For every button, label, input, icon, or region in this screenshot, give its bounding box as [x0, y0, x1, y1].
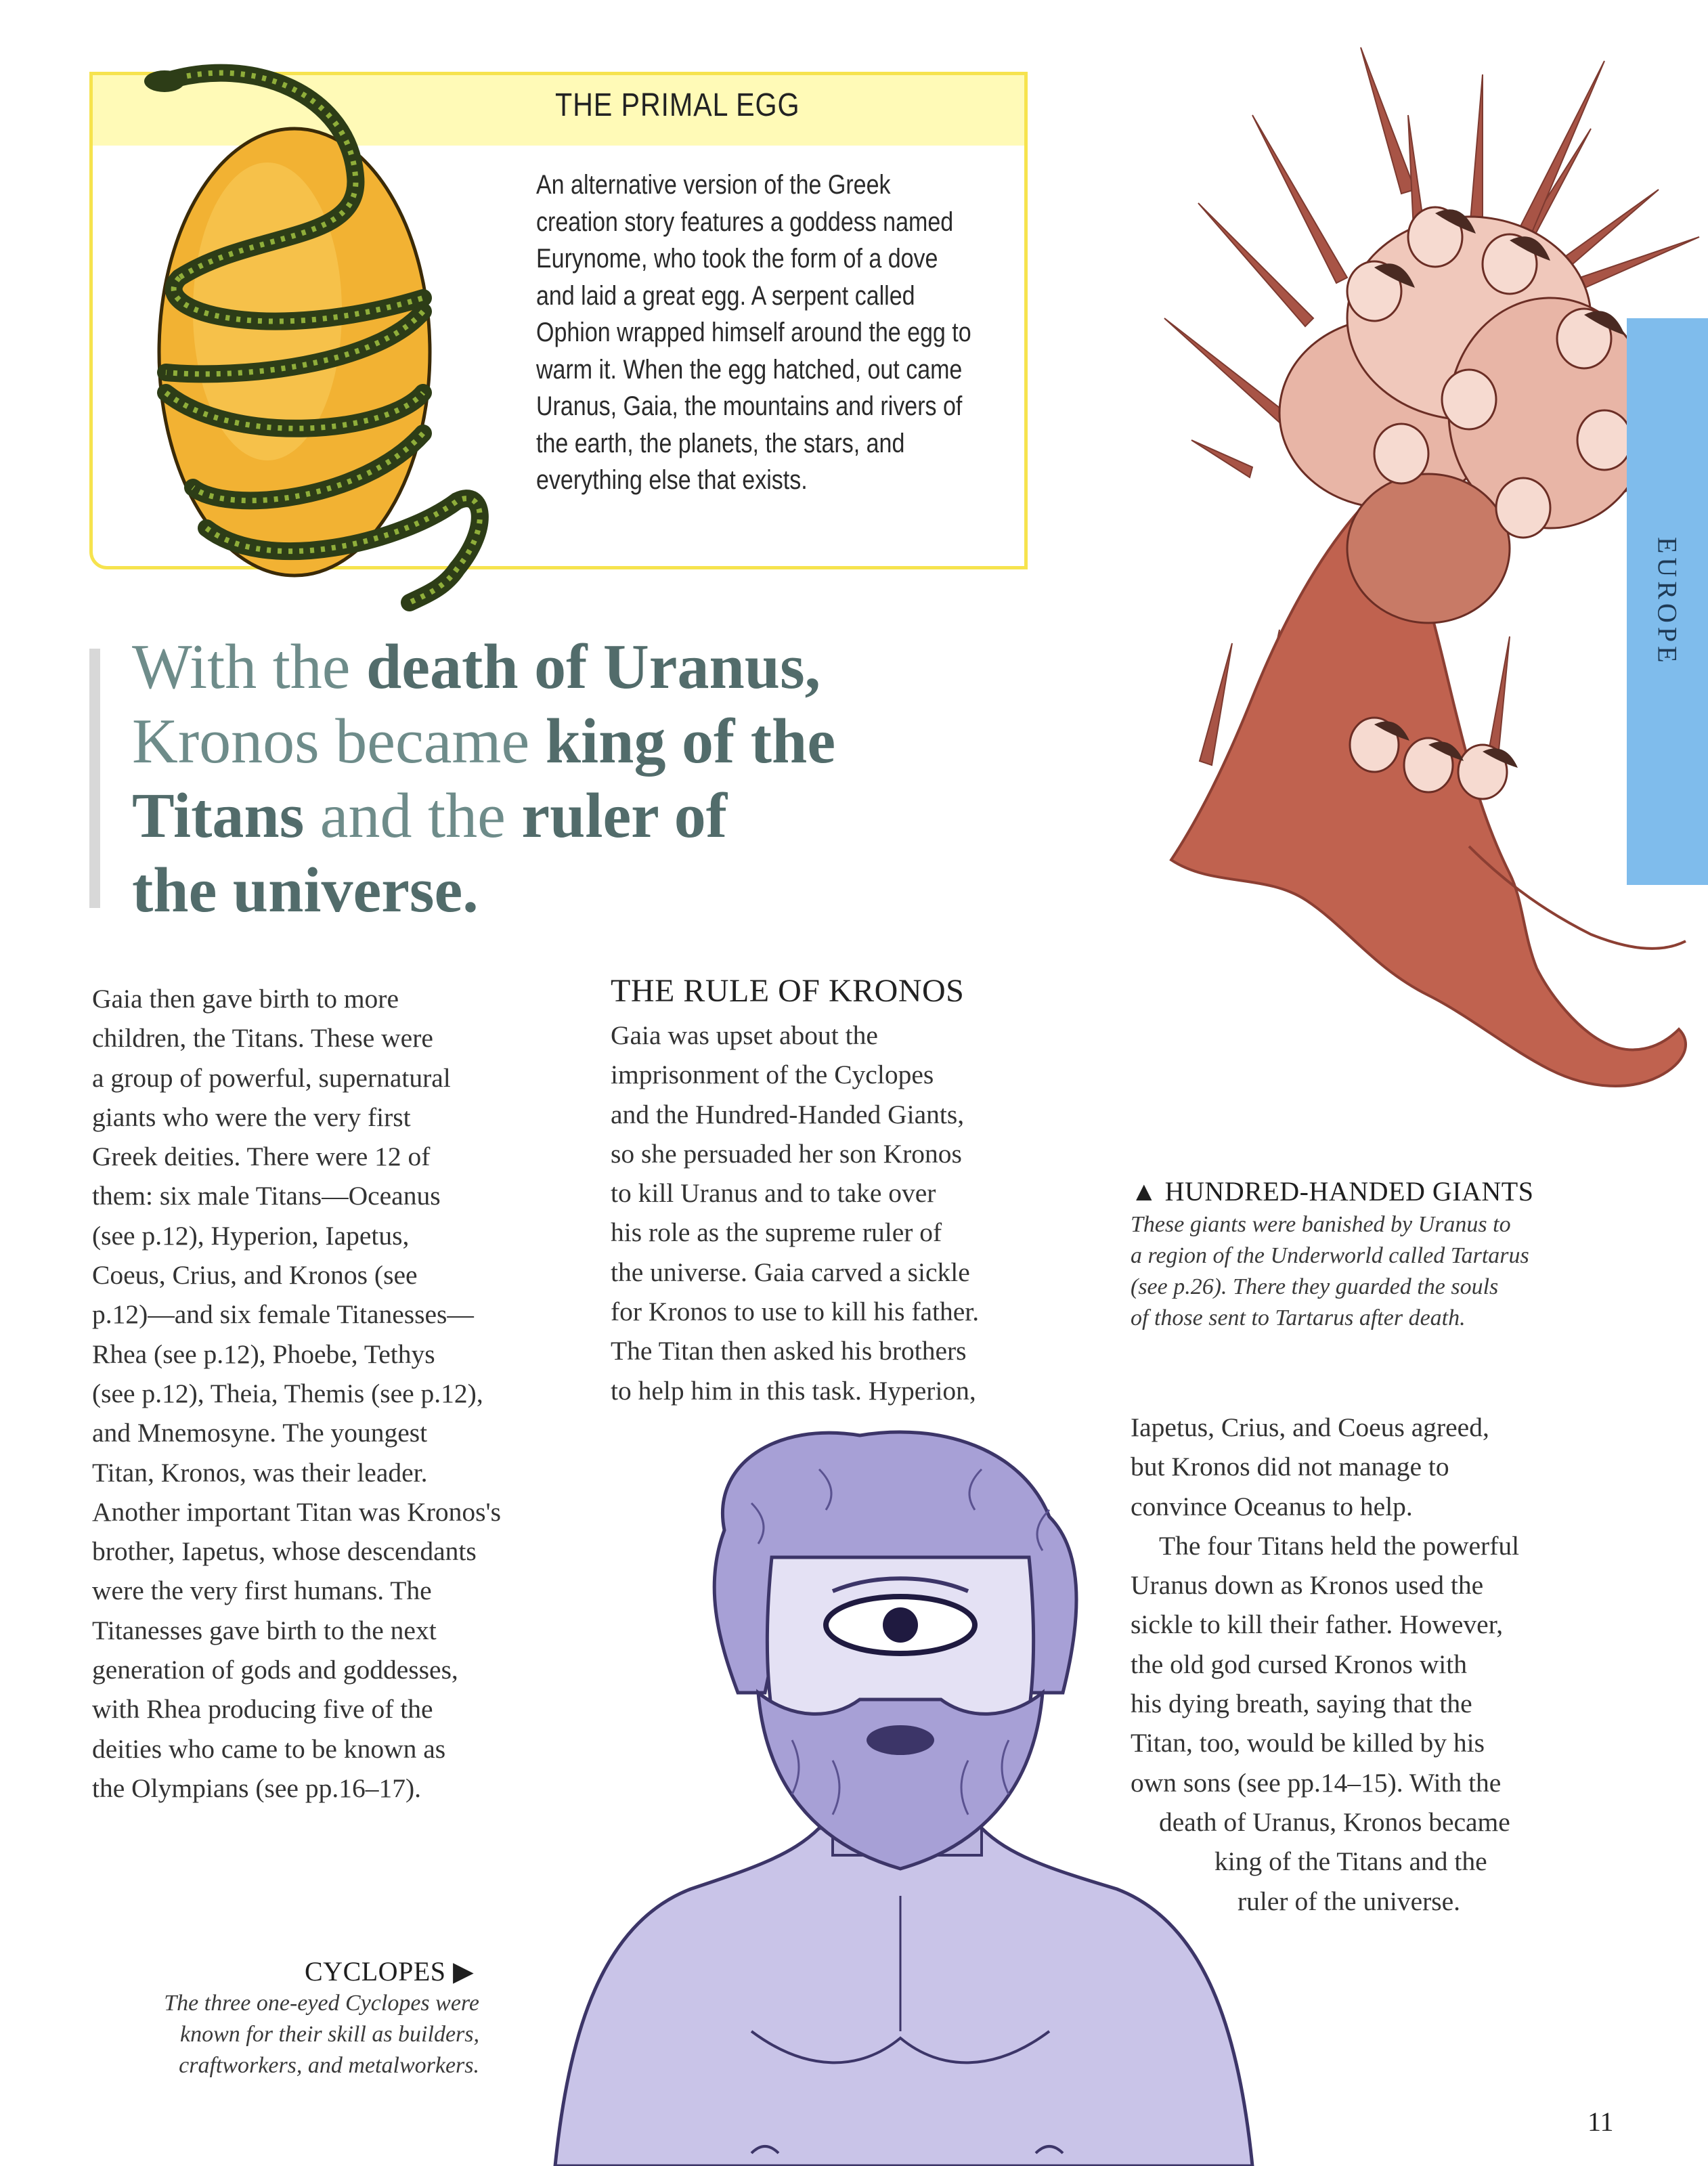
body-line: sickle to kill their father. However, [1131, 1609, 1504, 1640]
body-line: imprisonment of the Cyclopes [611, 1060, 934, 1090]
section-tab-label: EUROPE [1652, 536, 1683, 667]
pull-quote: With the death of Uranus, Kronos became king of the Titans and the ruler of the universe. [132, 632, 836, 926]
caption-giants-title: ▲ HUNDRED-HANDED GIANTS [1131, 1176, 1534, 1207]
body-line: p.12)—and six female Titanesses— [92, 1299, 474, 1330]
sidebar-line: Uranus, Gaia, the mountains and rivers of [536, 391, 963, 421]
egg-and-serpent-illustration [132, 54, 511, 623]
body-line: to help him in this task. Hyperion, [611, 1375, 976, 1406]
sidebar-line: everything else that exists. [536, 465, 808, 495]
body-column-3 [1131, 1408, 1604, 1921]
body-column-2 [611, 1016, 1085, 1410]
body-line: were the very first humans. The [92, 1576, 432, 1606]
body-line: own sons (see pp.14–15). With the [1131, 1767, 1502, 1798]
caption-giants-text: These giants were banished by Uranus to a region of the Underworld called Tartarus (see p.26). There they guarded the souls of those sent to Tartarus after death. [1131, 1212, 1529, 1330]
body-line: convince Oceanus to help. [1131, 1491, 1413, 1521]
hundred-handed-giants-illustration [995, 34, 1708, 1131]
body-line: Gaia was upset about the [611, 1020, 878, 1050]
body-line: Greek deities. There were 12 of [92, 1142, 431, 1172]
sidebar-line: the earth, the planets, the stars, and [536, 428, 905, 458]
page-number: 11 [1587, 2106, 1614, 2137]
sidebar-title: THE PRIMAL EGG [555, 87, 800, 123]
section-heading: THE RULE OF KRONOS [611, 973, 965, 1009]
body-line: Gaia then gave birth to more [92, 984, 399, 1014]
body-line: and Mnemosyne. The youngest [92, 1418, 428, 1448]
body-line: them: six male Titans—Oceanus [92, 1181, 441, 1211]
sidebar-line: creation story features a goddess named [536, 207, 954, 237]
body-line: the old god cursed Kronos with [1131, 1649, 1467, 1679]
body-line: for Kronos to use to kill his father. [611, 1297, 980, 1327]
pull-quote-bar [89, 649, 100, 908]
body-line: the Olympians (see pp.16–17). [92, 1773, 421, 1803]
body-line: the universe. Gaia carved a sickle [611, 1257, 970, 1287]
caption-cyclopes-title: CYCLOPES ▶ [305, 1956, 475, 1987]
body-line: generation of gods and goddesses, [92, 1655, 458, 1685]
body-line: Another important Titan was Kronos's [92, 1496, 501, 1527]
body-line: so she persuaded her son Kronos [611, 1138, 962, 1169]
body-line: ruler of the universe. [1238, 1886, 1461, 1916]
body-line: Titanesses gave birth to the next [92, 1615, 437, 1645]
body-line: children, the Titans. These were [92, 1023, 433, 1054]
body-line: death of Uranus, Kronos became [1159, 1806, 1510, 1837]
body-line: but Kronos did not manage to [1131, 1452, 1449, 1482]
body-line: king of the Titans and the [1214, 1846, 1487, 1877]
sidebar-line: An alternative version of the Greek [536, 170, 891, 200]
body-line: with Rhea producing five of the [92, 1694, 433, 1725]
body-line: Uranus down as Kronos used the [1131, 1570, 1484, 1601]
body-line: brother, Iapetus, whose descendants [92, 1536, 477, 1567]
sidebar-line: warm it. When the egg hatched, out came [536, 354, 963, 385]
body-line: The Titan then asked his brothers [611, 1336, 967, 1366]
body-line: Titan, too, would be killed by his [1131, 1728, 1485, 1758]
body-line: The four Titans held the powerful [1159, 1530, 1520, 1561]
sidebar-line: and laid a great egg. A serpent called [536, 280, 915, 311]
sidebar-text [536, 167, 971, 499]
caption-cyclopes-text: The three one-eyed Cyclopes were known for their skill as builders, craftworkers, and metalworkers. [164, 1991, 479, 2078]
body-line: Coeus, Crius, and Kronos (see [92, 1260, 418, 1291]
body-line: Rhea (see p.12), Phoebe, Tethys [92, 1339, 435, 1369]
body-line: (see p.12), Hyperion, Iapetus, [92, 1220, 410, 1251]
body-line: Titan, Kronos, was their leader. [92, 1457, 428, 1488]
body-line: deities who came to be known as [92, 1733, 446, 1764]
body-line: a group of powerful, supernatural [92, 1062, 451, 1093]
body-line: giants who were the very first [92, 1102, 411, 1132]
sidebar-line: Eurynome, who took the form of a dove [536, 244, 938, 274]
body-line: (see p.12), Theia, Themis (see p.12), [92, 1378, 483, 1408]
sidebar-line: Ophion wrapped himself around the egg to [536, 318, 971, 347]
body-line: his role as the supreme ruler of [611, 1217, 942, 1248]
body-line: his dying breath, saying that the [1131, 1689, 1472, 1719]
body-line: Iapetus, Crius, and Coeus agreed, [1131, 1412, 1489, 1442]
body-line: and the Hundred-Handed Giants, [611, 1099, 965, 1129]
body-line: to kill Uranus and to take over [611, 1178, 936, 1209]
